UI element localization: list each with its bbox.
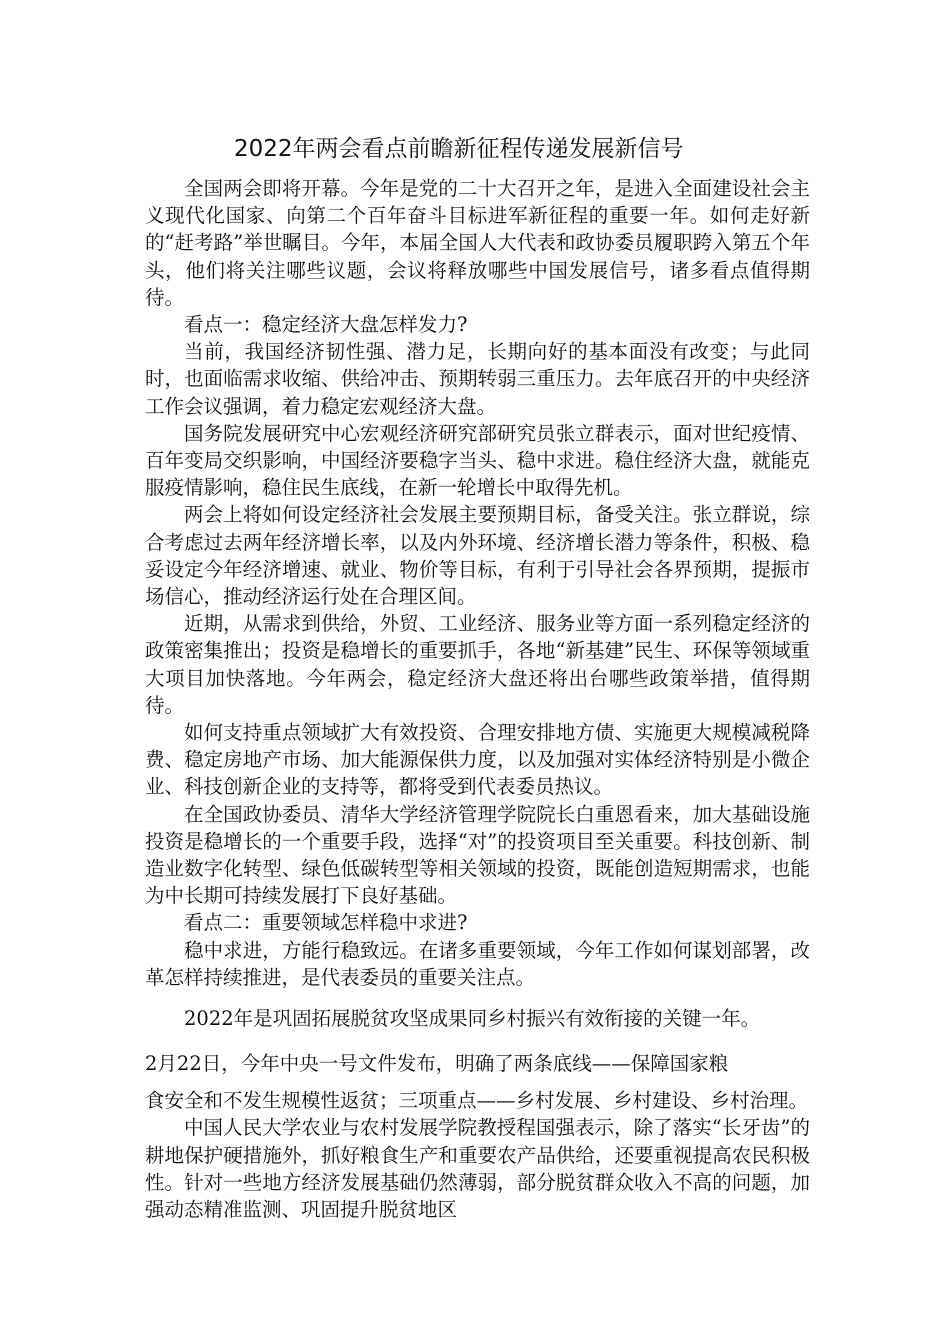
paragraph: 近期，从需求到供给，外贸、工业经济、服务业等方面一系列稳定经济的政策密集推出；投资是稳增长的重要抓手，各地“新基建”民生、环保等领域重大项目加快落地。今年两会，稳定经济大盘还将出台哪些政策举措，值得期待。	[145, 612, 810, 717]
paragraph: 稳中求进，方能行稳致远。在诸多重要领域，今年工作如何谋划部署，改革怎样持续推进，是代表委员的重要关注点。	[145, 938, 810, 989]
paragraph-line: 2月22日，今年中央一号文件发布，明确了两条底线——保障国家粮	[145, 1052, 729, 1076]
paragraph: 在全国政协委员、清华大学经济管理学院院长白重恩看来，加大基础设施投资是稳增长的一个重要手段，选择“对”的投资项目至关重要。科技创新、制造业数字化转型、绿色低碳转型等相关领域的投资，既能创造短期需求，也能为中长期可持续发展打下良好基础。	[145, 802, 810, 908]
document-title: 2022年两会看点前瞻新征程传递发展新信号	[234, 136, 684, 162]
paragraph: 当前，我国经济韧性强、潜力足，长期向好的基本面没有改变；与此同时，也面临需求收缩、供给冲击、预期转弱三重压力。去年底召开的中央经济工作会议强调，着力稳定宏观经济大盘。	[145, 340, 810, 418]
paragraph: 2022年是巩固拓展脱贫攻坚成果同乡村振兴有效衔接的关键一年。	[184, 1007, 761, 1031]
paragraph: 全国两会即将开幕。今年是党的二十大召开之年，是进入全面建设社会主义现代化国家、向第二个百年奋斗目标进军新征程的重要一年。如何走好新的“赶考路”举世瞩目。今年，本届全国人大代表和政协委员履职跨入第五个年头，他们将关注哪些议题，会议将释放哪些中国发展信号，诸多看点值得期待。	[145, 177, 810, 309]
section-heading: 看点二：重要领域怎样稳中求进?	[184, 911, 468, 935]
paragraph: 中国人民大学农业与农村发展学院教授程国强表示，除了落实“长牙齿”的耕地保护硬措施外，抓好粮食生产和重要农产品供给，还要重视提高农民积极性。针对一些地方经济发展基础仍然薄弱，部分脱贫群众收入不高的问题，加强动态精准监测、巩固提升脱贫地区	[145, 1116, 810, 1221]
section-heading: 看点一：稳定经济大盘怎样发力?	[184, 313, 468, 337]
document-body	[145, 175, 810, 1223]
paragraph: 两会上将如何设定经济社会发展主要预期目标，备受关注。张立群说，综合考虑过去两年经济增长率，以及内外环境、经济增长潜力等条件，积极、稳妥设定今年经济增速、就业、物价等目标，有利于引导社会各界预期，提振市场信心，推动经济运行处在合理区间。	[145, 503, 810, 609]
paragraph: 国务院发展研究中心宏观经济研究部研究员张立群表示，面对世纪疫情、百年变局交织影响，中国经济要稳字当头、稳中求进。稳住经济大盘，就能克服疫情影响，稳住民生底线，在新一轮增长中取得先机。	[145, 421, 810, 500]
paragraph-line: 食安全和不发生规模性返贫；三项重点——乡村发展、乡村建设、乡村治理。	[145, 1089, 809, 1113]
paragraph: 如何支持重点领域扩大有效投资、合理安排地方债、实施更大规模减税降费、稳定房地产市场、加大能源保供力度，以及加强对实体经济特别是小微企业、科技创新企业的支持等，都将受到代表委员热议。	[145, 721, 810, 799]
